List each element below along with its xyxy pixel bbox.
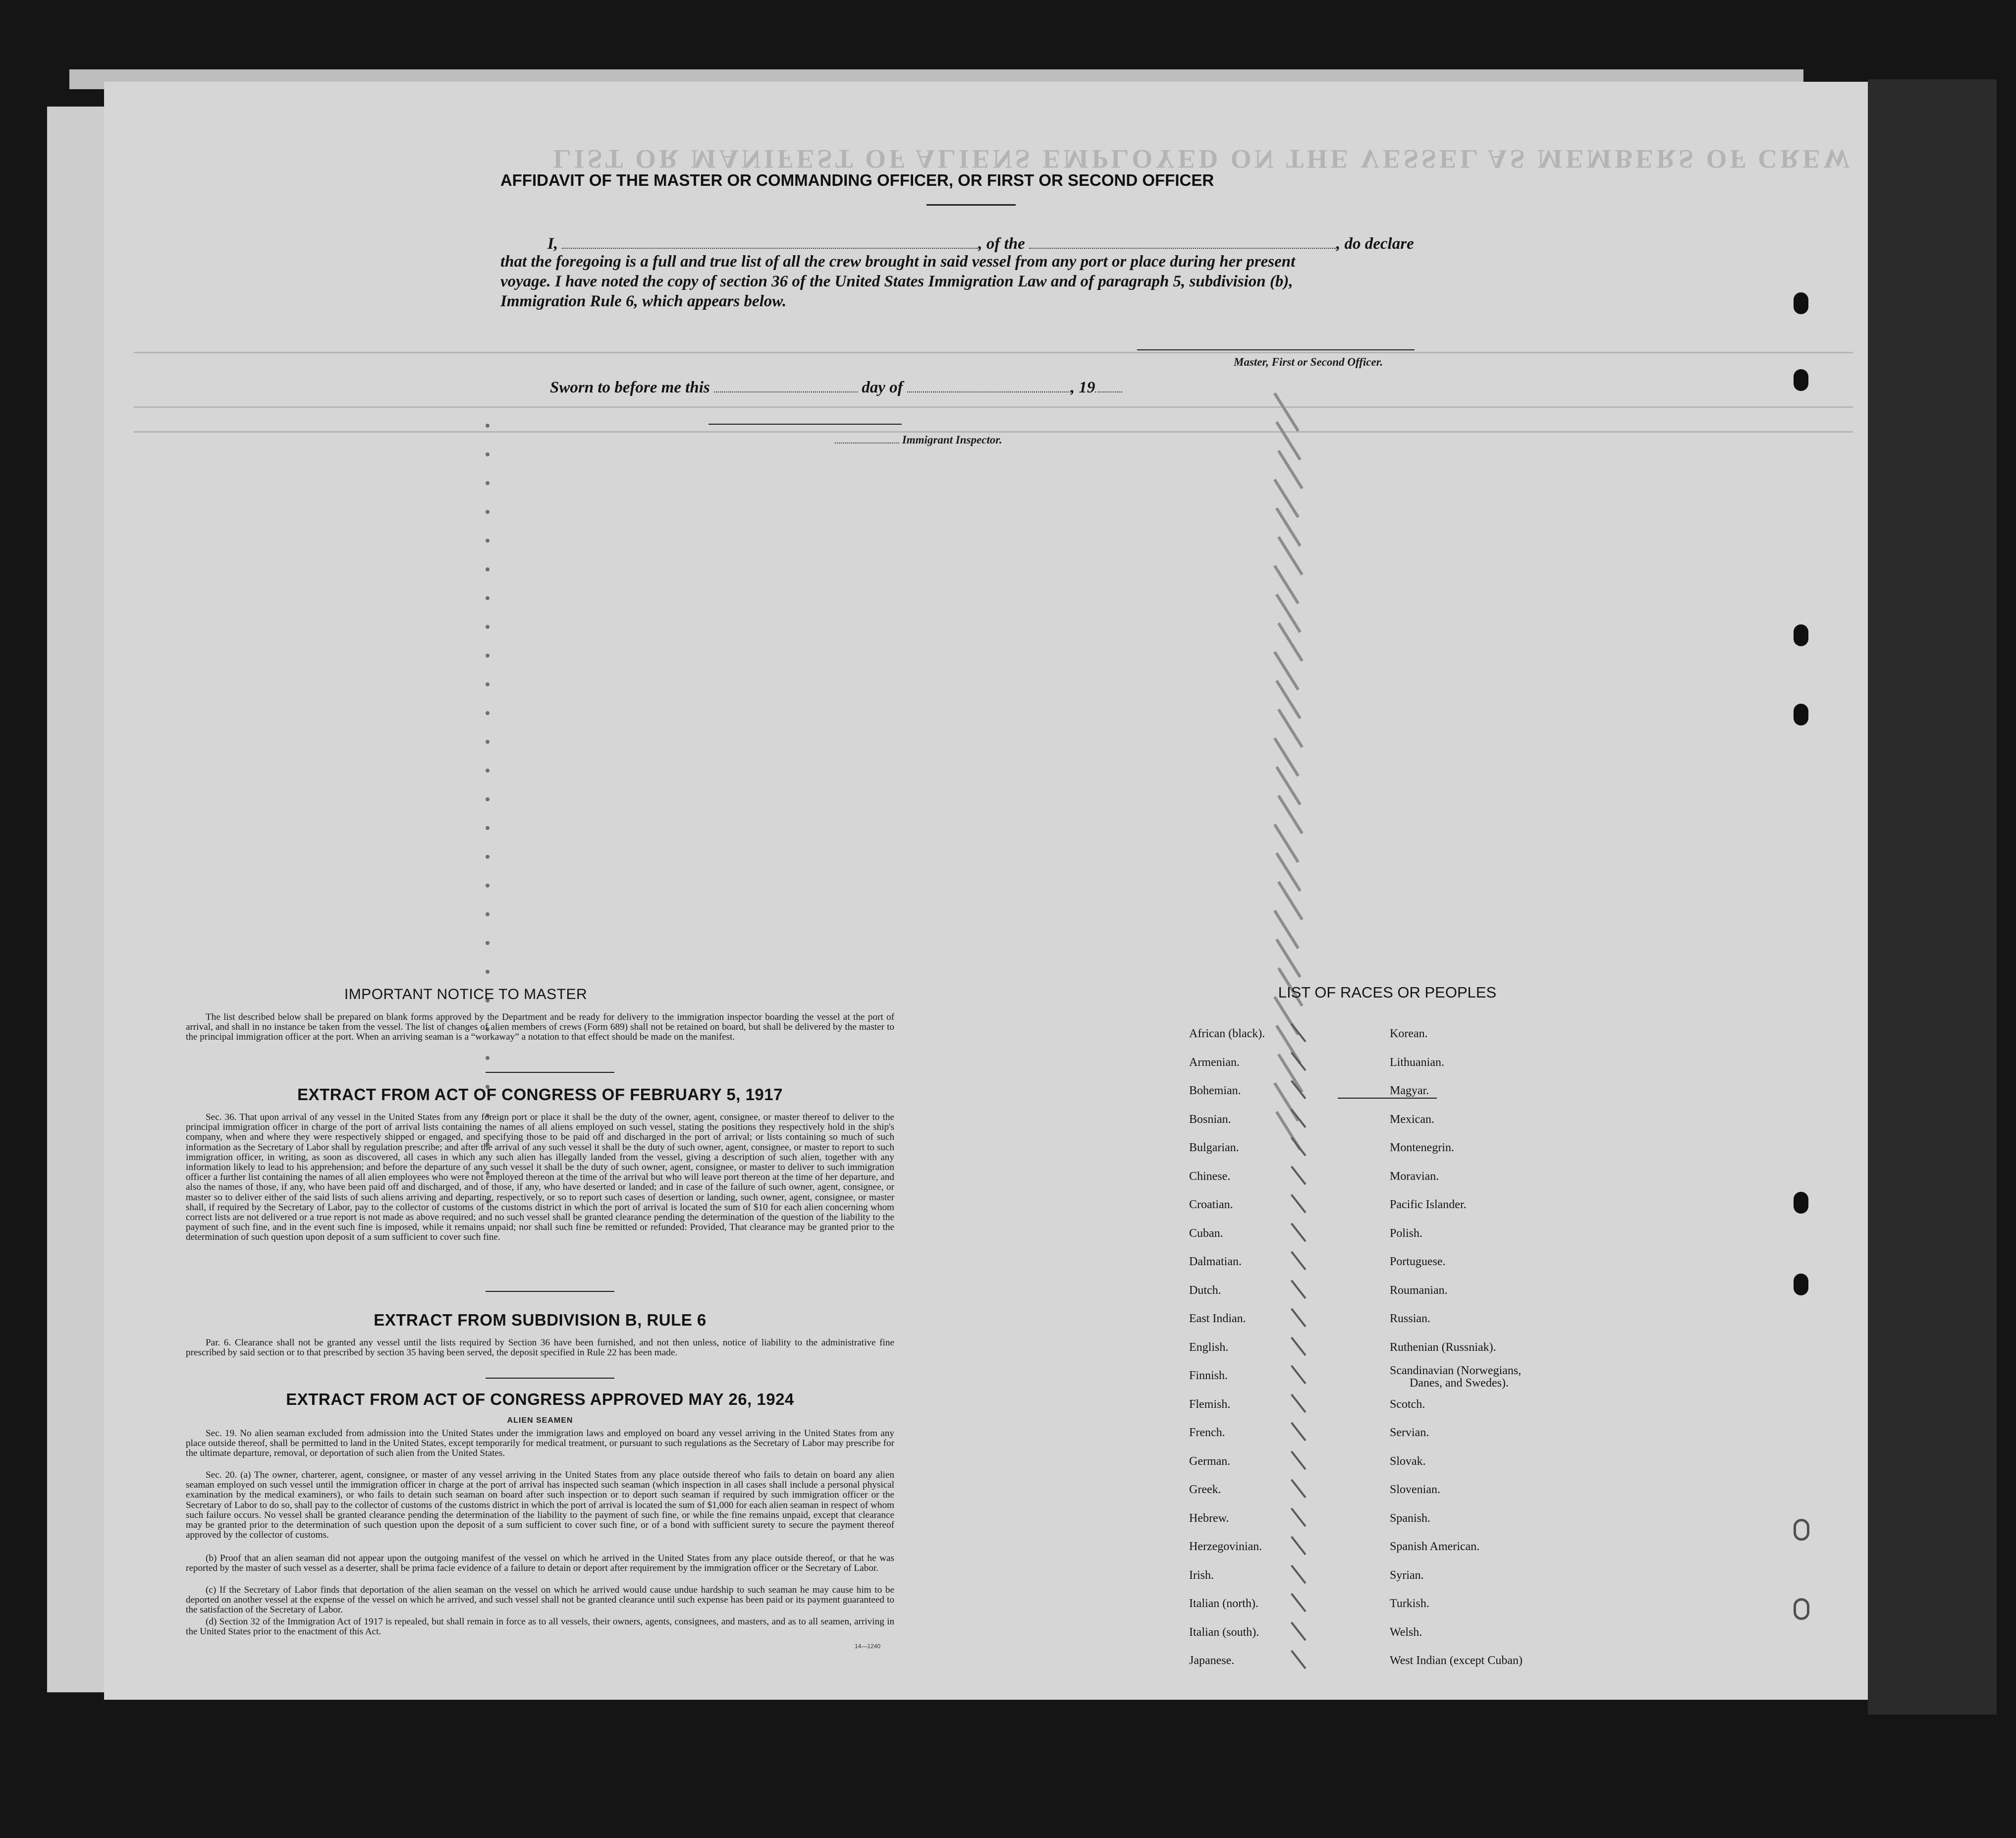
race-item: Slovenian. xyxy=(1390,1483,1440,1496)
margin-dot xyxy=(486,539,490,543)
bleed-through-slash xyxy=(1291,1137,1306,1157)
races-title: LIST OF RACES OR PEOPLES xyxy=(1278,984,1497,1001)
race-item-continuation: Danes, and Swedes). xyxy=(1410,1377,1509,1390)
faint-signature xyxy=(857,1687,1174,1700)
form-number: 14—1240 xyxy=(855,1643,881,1650)
punch-hole xyxy=(1794,1274,1808,1295)
punch-hole xyxy=(1794,292,1808,314)
sworn-day-blank xyxy=(714,377,858,392)
race-item: Spanish. xyxy=(1390,1511,1431,1525)
race-item: Scotch. xyxy=(1390,1397,1425,1411)
race-item: Pacific Islander. xyxy=(1390,1198,1467,1211)
margin-dot xyxy=(486,970,490,974)
inspector-caption xyxy=(835,434,1002,446)
margin-dot xyxy=(486,912,490,916)
bleed-through-slash xyxy=(1291,1280,1306,1299)
race-item: Lithuanian. xyxy=(1390,1056,1444,1069)
notice-body: The list described below shall be prepared on blank forms approved by the Department and be ready for delivery to the immigration inspector boarding the vessel at the port of arrival, and shall in no instance be taken from the vessel. The list of changes of alien members of crews (Form 689) shall not be retained on board, but shall be delivered by the master to the principal immigration officer at the port. When an arriving seaman is a “workaway” a notation to that effect should be made on the manifest. xyxy=(186,1012,894,1043)
affidavit-i: I, xyxy=(547,235,558,253)
master-name-blank xyxy=(562,233,978,249)
bleed-through-rule xyxy=(134,352,1853,353)
race-item: Bohemian. xyxy=(1189,1084,1241,1097)
race-item: Cuban. xyxy=(1189,1226,1223,1240)
race-item: Bosnian. xyxy=(1189,1113,1231,1126)
race-item: African (black). xyxy=(1189,1027,1265,1040)
bleed-through-slash xyxy=(1291,1593,1306,1613)
inspector-blank xyxy=(835,436,899,444)
margin-dot xyxy=(486,1056,490,1060)
margin-dot xyxy=(486,941,490,945)
margin-dot xyxy=(486,769,490,773)
margin-dot xyxy=(486,682,490,686)
punch-hole xyxy=(1794,1192,1808,1214)
race-item: Korean. xyxy=(1390,1027,1428,1040)
bleed-through-slash xyxy=(1291,1450,1306,1470)
margin-dot xyxy=(486,884,490,888)
margin-dot xyxy=(486,424,490,428)
margin-dot xyxy=(486,625,490,629)
bleed-through-title: LIST OR MANIFEST OF ALIENS EMPLOYED ON THE VESSEL AS MEMBERS OF CREW xyxy=(553,144,1853,174)
race-item: Polish. xyxy=(1390,1226,1423,1240)
margin-dot xyxy=(486,855,490,859)
section-divider xyxy=(486,1291,614,1292)
bleed-through-slash xyxy=(1291,1536,1306,1556)
race-item: Magyar. xyxy=(1390,1084,1429,1097)
race-item: Greek. xyxy=(1189,1483,1221,1496)
extract-rule6-title: EXTRACT FROM SUBDIVISION B, RULE 6 xyxy=(374,1311,707,1329)
race-item: Dalmatian. xyxy=(1189,1255,1242,1268)
race-item: Portuguese. xyxy=(1390,1255,1446,1268)
bleed-through-slash xyxy=(1291,1166,1306,1185)
extract-1917-title: EXTRACT FROM ACT OF CONGRESS OF FEBRUARY 5, 1917 xyxy=(297,1085,783,1104)
margin-dot xyxy=(486,452,490,456)
race-item: Herzegovinian. xyxy=(1189,1540,1262,1553)
sworn-month-blank xyxy=(907,377,1071,392)
bleed-through-slash xyxy=(1291,1023,1306,1043)
race-item: Dutch. xyxy=(1189,1283,1221,1297)
race-item: Armenian. xyxy=(1189,1056,1240,1069)
bleed-through-slash xyxy=(1291,1621,1306,1641)
page-shadow xyxy=(1868,79,1997,1715)
affidavit-of-the: , of the xyxy=(978,235,1025,253)
margin-dot xyxy=(486,654,490,658)
race-item: Italian (north). xyxy=(1189,1597,1258,1610)
punch-hole-reinforced xyxy=(1794,1519,1809,1541)
section-divider xyxy=(486,1378,614,1379)
race-item: Montenegrin. xyxy=(1390,1141,1454,1154)
margin-dot xyxy=(486,797,490,801)
sworn-before: Sworn to before me this xyxy=(550,379,710,396)
margin-dot xyxy=(486,826,490,830)
race-item: Syrian. xyxy=(1390,1568,1424,1582)
race-item: English. xyxy=(1189,1340,1229,1354)
bleed-through-slash xyxy=(1291,1365,1306,1385)
inspector-signature-line xyxy=(708,424,902,425)
race-item: Welsh. xyxy=(1390,1625,1422,1639)
bleed-through-slash xyxy=(1291,1052,1306,1071)
extract-1917-body: Sec. 36. That upon arrival of any vessel in the United States from any foreign port or place it shall be the duty of the owner, agent, consignee, or master thereof to deliver to the principal immigration officer in charge of the port of arrival lists containing the names of all aliens employed on such vessel, stating the positions they respectively hold in the ship's company, when and where they were respectively shipped or engaged, and specifying those to be paid off and discharged in the port of arrival; or lists containing so much of such information as the Secretary of Labor shall by regulation prescribe; and after the arrival of any such vessel it shall be the duty of such owner, agent, consignee, or master to report to such immigration officer, in writing, as soon as discovered, all cases in which any such alien has illegally landed from the vessel, giving a description of such alien, together with any information likely to lead to his apprehension; and before the departure of any such vessel it shall be the duty of such owner, agent, consignee, or master to deliver to such immigration officer a further list containing the names of all alien employees who were not employed thereon at the time of the arrival but who will leave port thereon at the time of her departure, and also the names of those, if any, who have been paid off and discharged, and of those, if any, who have deserted or landed; and in case of the failure of such owner, agent, consignee, or master so to deliver either of the said lists of such aliens arriving and departing, respectively, or so to report such cases of desertion or landing, such owner, agent, consignee, or master shall, if required by the Secretary of Labor, pay to the collector of customs of the customs district in which the port of arrival is located the sum of $10 for each alien concerning whom correct lists are not delivered or a true report is not made as above required; and no such vessel shall be granted clearance pending the determination of the question of the liability to the payment of such fine, and in the event such fine is imposed, while it remains unpaid; nor shall such fine be remitted or refunded: Provided, That clearance may be granted prior to the determination of such question upon deposit of a sum sufficient to cover such fine. xyxy=(186,1112,894,1243)
race-item: Chinese. xyxy=(1189,1170,1231,1183)
bleed-through-slash xyxy=(1291,1251,1306,1271)
extract-1924-sec19: Sec. 19. No alien seaman excluded from admission into the United States under the immigration laws and employed on board any vessel arriving in the United States from any place outside thereof, shall be permitted to land in the United States, except temporarily for medical treatment, or pursuant to such regulations as the Secretary of Labor may prescribe for the ultimate departure, removal, or deportation of such alien from the United States. xyxy=(186,1428,894,1459)
race-item: French. xyxy=(1189,1426,1225,1439)
affidavit-declaration-line xyxy=(547,233,1414,253)
race-item: Slovak. xyxy=(1390,1454,1426,1468)
title-divider xyxy=(926,204,1016,206)
affidavit-title: AFFIDAVIT OF THE MASTER OR COMMANDING OFFICER, OR FIRST OR SECOND OFFICER xyxy=(500,171,1214,189)
bleed-through-slash xyxy=(1291,1194,1306,1214)
bleed-through-slash xyxy=(1291,1393,1306,1413)
punch-hole xyxy=(1794,624,1808,646)
affidavit-text-line: that the foregoing is a full and true list of all the crew brought in said vessel from any port or place during her present xyxy=(500,253,1296,271)
race-item: Italian (south). xyxy=(1189,1625,1259,1639)
bleed-through-slash xyxy=(1291,1422,1306,1442)
bleed-through-slash xyxy=(1291,1109,1306,1128)
race-item: German. xyxy=(1189,1454,1231,1468)
affidavit-do-declare: , do declare xyxy=(1336,235,1414,253)
bleed-through-rule xyxy=(134,406,1853,408)
race-item: Croatian. xyxy=(1189,1198,1233,1211)
race-item: Irish. xyxy=(1189,1568,1214,1582)
margin-dot xyxy=(486,711,490,715)
margin-dot xyxy=(486,510,490,514)
bleed-through-slash xyxy=(1291,1308,1306,1328)
margin-dot xyxy=(486,481,490,485)
sworn-day-of: day of xyxy=(862,379,903,396)
sworn-line xyxy=(550,377,1122,397)
bleed-through-slash xyxy=(1291,1564,1306,1584)
margin-dot xyxy=(486,740,490,744)
race-item: Finnish. xyxy=(1189,1369,1228,1382)
extract-rule6-body: Par. 6. Clearance shall not be granted any vessel until the lists required by Section 36 have been furnished, and not then unless, notice of liability to the administrative fine prescribed by said section or to that prescribed by section 35 having been served, the deposit specified in Rule 22 has been made. xyxy=(186,1337,894,1358)
bleed-through-slash xyxy=(1291,1337,1306,1356)
inspector-caption-text: Immigrant Inspector. xyxy=(902,434,1002,446)
race-item: Bulgarian. xyxy=(1189,1141,1239,1154)
race-item: Roumanian. xyxy=(1390,1283,1448,1297)
race-item: Russian. xyxy=(1390,1312,1431,1325)
bleed-through-slash xyxy=(1291,1650,1306,1670)
manifest-page xyxy=(104,82,1868,1700)
extract-1924-sec20a: Sec. 20. (a) The owner, charterer, agent, consignee, or master of any vessel arriving in the United States from any place outside thereof who fails to detain on board any alien seaman employed on such vessel until the immigration officer in charge at the port of arrival has inspected such seaman (which inspection in all cases shall include a personal physical examination by the medical examiners), or who fails to detain such seaman on board after such inspection or to deport such seaman if required by such immigration officer or the Secretary of Labor to do so, shall pay to the collector of customs of the customs district in which the port of arrival is located the sum of $1,000 for each alien seaman in respect of whom such failure occurs. No vessel shall be granted clearance pending the determination of the liability to the payment of such fine, or while the fine remains unpaid, except that clearance may be granted prior to the determination of such question upon the deposit of a sum sufficient to cover such fine, or of a bond with sufficient surety to secure the payment thereof approved by the collector of customs. xyxy=(186,1470,894,1541)
race-item: Hebrew. xyxy=(1189,1511,1229,1525)
race-item: Ruthenian (Russniak). xyxy=(1390,1340,1496,1354)
punch-hole-reinforced xyxy=(1794,1598,1809,1620)
margin-dot xyxy=(486,596,490,600)
race-item: Turkish. xyxy=(1390,1597,1429,1610)
sworn-year: , 19 xyxy=(1070,379,1095,396)
notice-title: IMPORTANT NOTICE TO MASTER xyxy=(344,986,588,1003)
race-item: Moravian. xyxy=(1390,1170,1439,1183)
bleed-through-slash xyxy=(1291,1223,1306,1242)
race-item: Spanish American. xyxy=(1390,1540,1480,1553)
vessel-name-blank xyxy=(1029,233,1336,249)
master-signature-line xyxy=(1137,349,1415,350)
punch-hole xyxy=(1794,704,1808,725)
races-divider xyxy=(1338,1098,1437,1099)
bleed-through-slash xyxy=(1291,1507,1306,1527)
race-item: Japanese. xyxy=(1189,1654,1235,1667)
punch-hole xyxy=(1794,369,1808,391)
race-item: East Indian. xyxy=(1189,1312,1246,1325)
race-item: Mexican. xyxy=(1390,1113,1434,1126)
section-divider xyxy=(486,1072,614,1073)
race-item: Servian. xyxy=(1390,1426,1429,1439)
bleed-through-rule xyxy=(134,431,1853,433)
extract-1924-title: EXTRACT FROM ACT OF CONGRESS APPROVED MAY 26, 1924 xyxy=(286,1390,794,1408)
alien-seamen-heading: ALIEN SEAMEN xyxy=(507,1416,573,1425)
affidavit-text-line: Immigration Rule 6, which appears below. xyxy=(500,292,787,310)
sworn-year-blank xyxy=(1095,377,1122,392)
extract-1924-sec20c: (c) If the Secretary of Labor finds that deportation of the alien seaman on the vessel on which he arrived would cause undue hardship to such seaman he may cause him to be deported on another vessel at the expense of the vessel on which he arrived, and such vessel shall not be granted clearance until such expense has been paid or its payment guaranteed to the satisfaction of the Secretary of Labor. xyxy=(186,1585,894,1615)
race-item: West Indian (except Cuban) xyxy=(1390,1654,1523,1667)
master-caption: Master, First or Second Officer. xyxy=(1234,356,1383,368)
bleed-through-slash xyxy=(1291,1479,1306,1499)
extract-1924-sec20d: (d) Section 32 of the Immigration Act of 1917 is repealed, but shall remain in force as to all vessels, their owners, agents, consignees, and masters, and as to all seamen, arriving in the United States prior to the enactment of this Act. xyxy=(186,1616,894,1637)
extract-1924-sec20b: (b) Proof that an alien seaman did not appear upon the outgoing manifest of the vessel on which he arrived in the United States from any place outside thereof, or that he was reported by the master of such vessel as a deserter, shall be prima facie evidence of a failure to detain or deport after requirement by the immigration officer or the Secretary of Labor. xyxy=(186,1553,894,1574)
affidavit-text-line: voyage. I have noted the copy of section 36 of the United States Immigration Law and of paragraph 5, subdivision (b), xyxy=(500,273,1293,290)
margin-dot xyxy=(486,567,490,571)
race-item: Scandinavian (Norwegians, xyxy=(1390,1364,1522,1377)
race-item: Flemish. xyxy=(1189,1397,1231,1411)
